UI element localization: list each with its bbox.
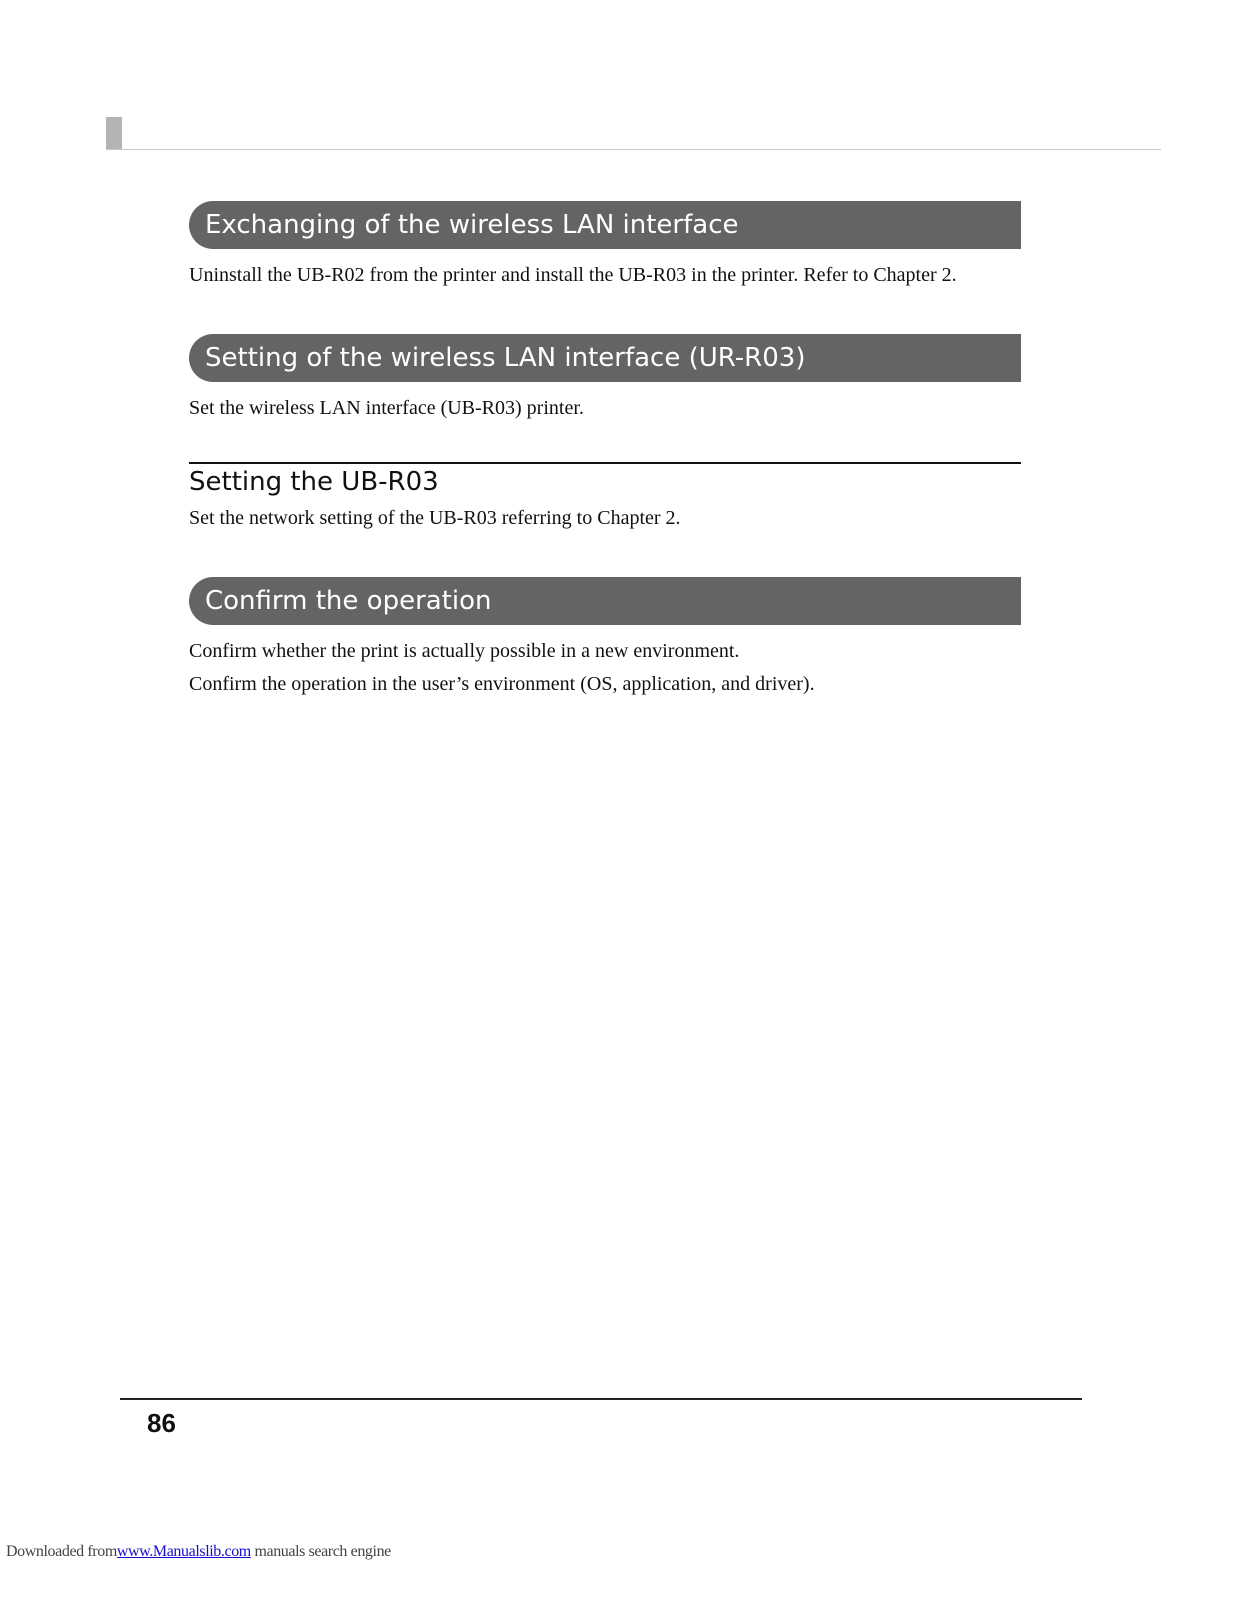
paragraph-setting-interface: Set the wireless LAN interface (UB-R03) printer. [189,397,584,419]
subsection-rule [189,462,1021,464]
paragraph-confirm-2: Confirm the operation in the user’s environment (OS, application, and driver). [189,673,815,695]
section-bar-confirm [189,577,1021,625]
section-title-confirm: Confirm the operation [205,586,492,616]
header-tab-marker [106,117,122,150]
footer-rule [120,1398,1082,1400]
page-number: 86 [147,1408,176,1438]
paragraph-exchanging: Uninstall the UB-R02 from the printer and install the UB-R03 in the printer. Refer to Chapter 2. [189,264,957,286]
subsection-title: Setting the UB-R03 [189,467,439,497]
paragraph-subsection: Set the network setting of the UB-R03 referring to Chapter 2. [189,507,681,529]
section-title-setting-interface: Setting of the wireless LAN interface (UR-R03) [205,343,806,373]
paragraph-confirm-1: Confirm whether the print is actually possible in a new environment. [189,640,740,662]
section-title-exchanging: Exchanging of the wireless LAN interface [205,210,739,240]
section-bar-exchanging [189,201,1021,249]
download-notice [6,1541,391,1563]
section-bar-setting-interface [189,334,1021,382]
download-suffix: manuals search engine [254,1543,391,1560]
header-rule [106,149,1161,150]
manualslib-link[interactable]: www.Manualslib.com [116,1543,251,1560]
download-prefix: Downloaded from [6,1543,117,1560]
